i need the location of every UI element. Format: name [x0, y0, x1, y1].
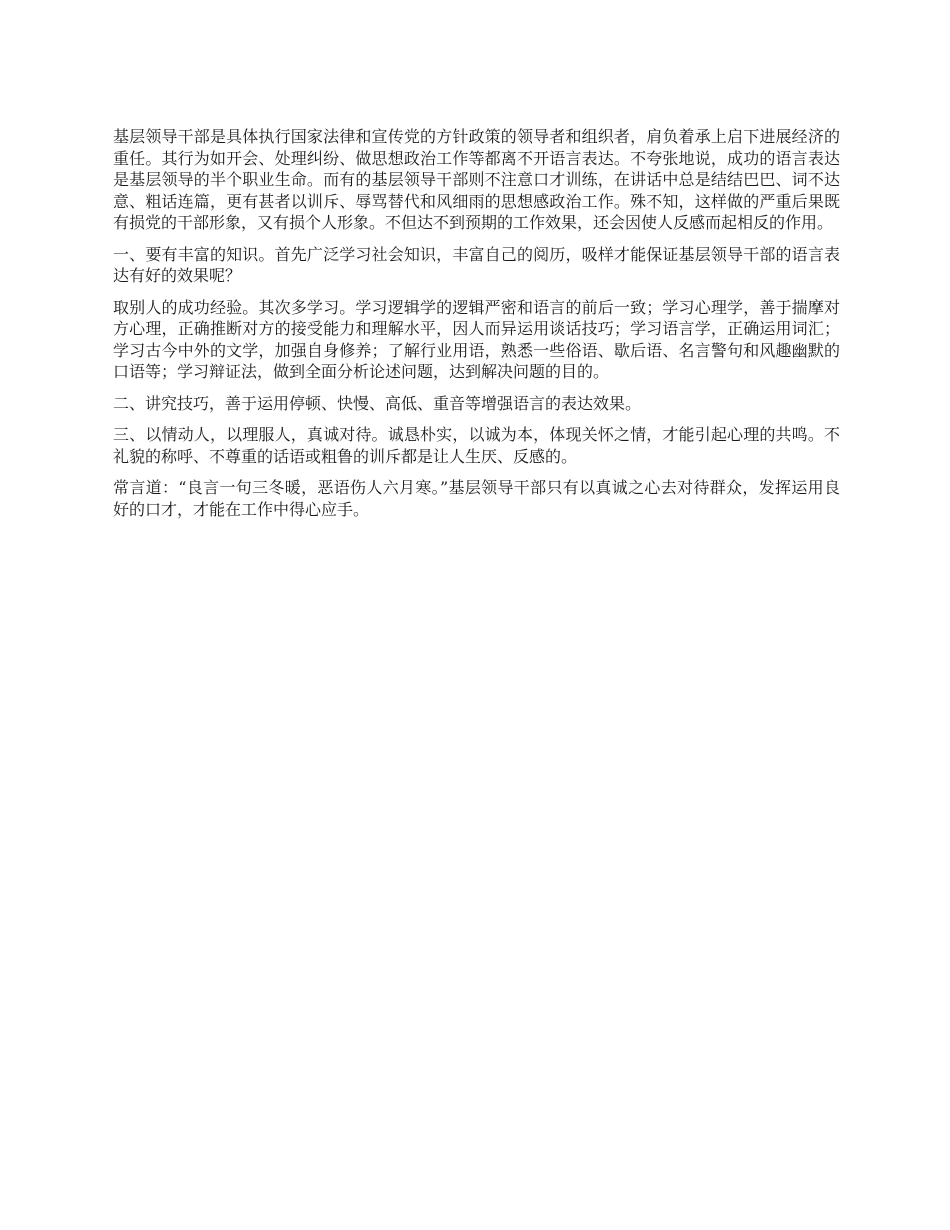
paragraph-intro: 基层领导干部是具体执行国家法律和宣传党的方针政策的领导者和组织者，肩负着承上启下进展经济的重任。其行为如开会、处理纠纷、做思想政治工作等都离不开语言表达。不夸张地说，成功的语言表达是基层领导的半个职业生命。而有的基层领导干部则不注意口才训练，在讲话中总是结结巴巴、词不达意、粗话连篇，更有甚者以训斥、辱骂替代和风细雨的思想感政治工作。殊不知，这样做的严重后果既有损党的干部形象，又有损个人形象。不但达不到预期的工作效果，还会因使人反感而起相反的作用。	[113, 127, 840, 232]
paragraph-study: 取别人的成功经验。其次多学习。学习逻辑学的逻辑严密和语言的前后一致；学习心理学，善于揣摩对方心理，正确推断对方的接受能力和理解水平，因人而异运用谈话技巧；学习语言学，正确运用词汇；学习古今中外的文学，加强自身修养；了解行业用语，熟悉一些俗语、歇后语、名言警句和风趣幽默的口语等；学习辩证法，做到全面分析论述问题，达到解决问题的目的。	[113, 297, 840, 381]
paragraph-conclusion: 常言道：“良言一句三冬暖，恶语伤人六月寒。”基层领导干部只有以真诚之心去对待群众，发挥运用良好的口才，才能在工作中得心应手。	[113, 478, 840, 519]
paragraph-point-three: 三、以情动人，以理服人，真诚对待。诚恳朴实，以诚为本，体现关怀之情，才能引起心理的共鸣。不礼貌的称呼、不尊重的话语或粗鲁的训斥都是让人生厌、反感的。	[113, 425, 840, 466]
paragraph-point-one: 一、要有丰富的知识。首先广泛学习社会知识，丰富自己的阅历，吸样才能保证基层领导干部的语言表达有好的效果呢？	[113, 244, 840, 285]
paragraph-point-two: 二、讲究技巧，善于运用停顿、快慢、高低、重音等增强语言的表达效果。	[113, 393, 642, 413]
document-body	[113, 126, 840, 530]
